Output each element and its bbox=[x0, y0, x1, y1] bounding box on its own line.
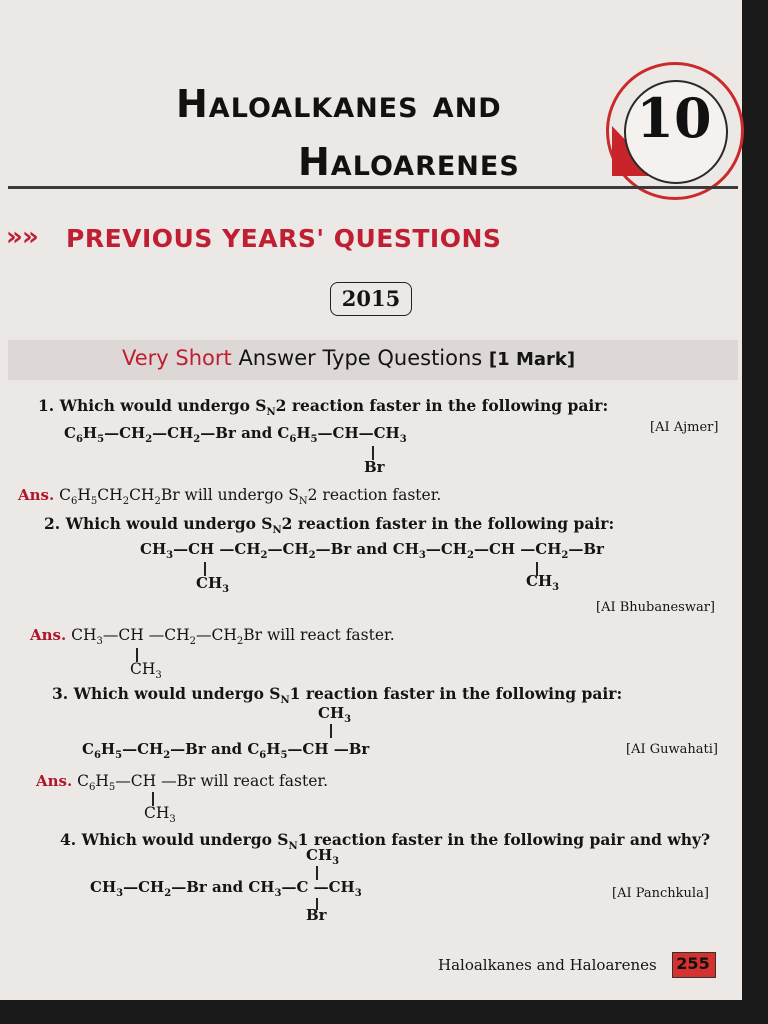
subscript: N bbox=[272, 525, 282, 537]
question-text: 1 reaction faster in the following pair and why? bbox=[297, 830, 711, 849]
header-divider bbox=[8, 186, 738, 189]
chapter-number: 10 bbox=[636, 86, 712, 150]
page-number: 255 bbox=[676, 954, 710, 973]
question-text: Which would undergo S bbox=[73, 684, 281, 703]
methyl-group: $CH_3$ bbox=[196, 574, 230, 595]
question-3 bbox=[52, 684, 622, 706]
heading-marks: [1 Mark] bbox=[488, 349, 576, 370]
question-number: 1. bbox=[38, 396, 55, 415]
and-word: and bbox=[241, 424, 273, 442]
bond-line bbox=[330, 724, 332, 738]
subscript: N bbox=[280, 695, 290, 707]
question-type-heading bbox=[122, 346, 575, 370]
source-q4: [AI Panchkula] bbox=[612, 886, 709, 901]
formula-q2: $CH_3—CH$ $—CH_2—CH_2—Br$ and $CH_3—CH_2—CH$ $—CH_2—Br$ bbox=[140, 540, 604, 561]
question-2 bbox=[44, 514, 614, 536]
and-word: and bbox=[356, 540, 388, 558]
section-title: PREVIOUS YEARS' QUESTIONS bbox=[66, 224, 502, 253]
answer-1: Ans. $C_6H_5CH_2CH_2Br$ will undergo $S_N2$ reaction faster. bbox=[18, 486, 442, 508]
question-number: 3. bbox=[52, 684, 69, 703]
heading-rest: Answer Type Questions bbox=[238, 346, 483, 370]
answer-label: Ans. bbox=[30, 626, 67, 644]
chapter-title-line2: Haloarenes bbox=[298, 140, 520, 184]
answer-3: Ans. $C_6H_5—CH$ —Br will react faster. bbox=[36, 772, 329, 794]
question-number: 2. bbox=[44, 514, 61, 533]
methyl-group: $CH_3$ bbox=[130, 660, 162, 682]
answer-label: Ans. bbox=[18, 486, 55, 504]
chevron-icon: » bbox=[6, 222, 17, 252]
formula-q3: $C_6H_5—CH_2—Br$ and $C_6H_5—CH$ —Br bbox=[82, 740, 370, 761]
footer-chapter-name: Haloalkanes and Haloarenes bbox=[438, 956, 657, 974]
and-word: and bbox=[212, 878, 244, 896]
answer-label: Ans. bbox=[36, 772, 73, 790]
substituent-br: Br bbox=[306, 906, 327, 924]
formula-q4: $CH_3—CH_2—Br$ and $CH_3—C$ $—CH_3$ bbox=[90, 878, 362, 899]
question-4 bbox=[60, 830, 710, 852]
source-q1: [AI Ajmer] bbox=[650, 420, 719, 435]
answer-text: —Br will react faster. bbox=[161, 772, 329, 790]
heading-lead: Very Short bbox=[122, 346, 232, 370]
methyl-group: $CH_3$ bbox=[306, 846, 340, 867]
methyl-group: $CH_3$ bbox=[318, 704, 352, 725]
question-number: 4. bbox=[60, 830, 77, 849]
substituent-br: Br bbox=[364, 458, 385, 476]
year-badge: 2015 bbox=[330, 282, 412, 316]
chapter-title-line1: Haloalkanes and bbox=[176, 82, 502, 126]
question-text: Which would undergo S bbox=[65, 514, 273, 533]
question-text: Which would undergo S bbox=[59, 396, 267, 415]
question-1 bbox=[38, 396, 608, 418]
subscript: N bbox=[266, 407, 276, 419]
source-q2: [AI Bhubaneswar] bbox=[596, 600, 715, 615]
question-text: 2 reaction faster in the following pair: bbox=[275, 396, 609, 415]
answer-text: will react faster. bbox=[266, 626, 395, 644]
question-text: 1 reaction faster in the following pair: bbox=[289, 684, 623, 703]
subscript: N bbox=[288, 841, 298, 853]
answer-2: Ans. $CH_3—CH$ $—CH_2—CH_2Br$ will react faster. bbox=[30, 626, 395, 648]
question-text: Which would undergo S bbox=[81, 830, 289, 849]
source-q3: [AI Guwahati] bbox=[626, 742, 718, 757]
question-text: 2 reaction faster in the following pair: bbox=[281, 514, 615, 533]
methyl-group: $CH_3$ bbox=[144, 804, 176, 826]
and-word: and bbox=[210, 740, 243, 758]
chevron-icon: » bbox=[22, 222, 33, 252]
formula-q1: $C_6H_5—CH_2—CH_2—Br$ and $C_6H_5—CH—CH_3$ bbox=[64, 424, 407, 445]
methyl-group: $CH_3$ bbox=[526, 572, 560, 593]
